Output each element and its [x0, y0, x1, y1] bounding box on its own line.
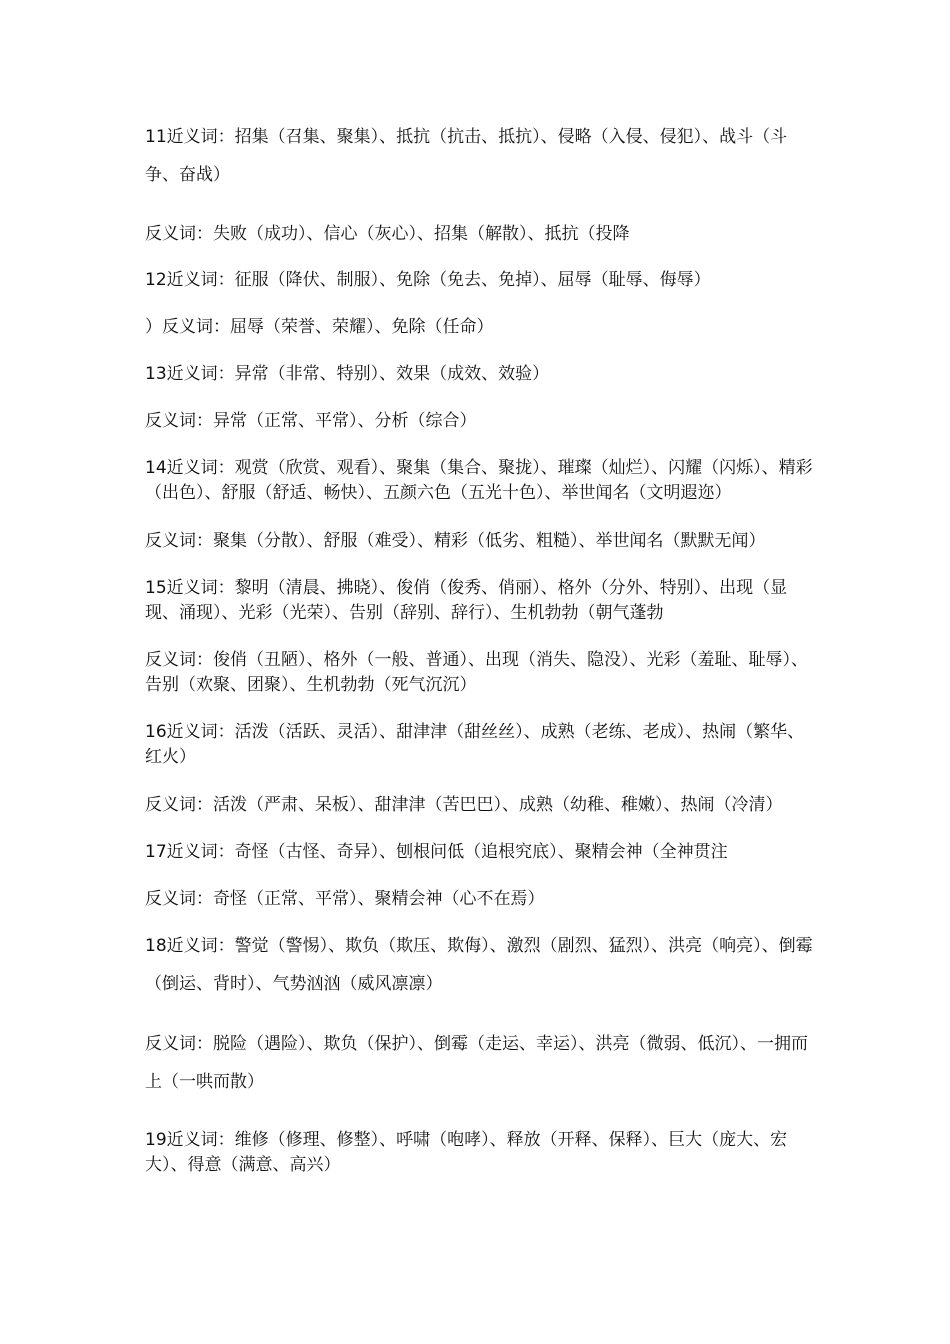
paragraph-text: 反义词：俊俏（丑陋）、格外（一般、普通）、出现（消失、隐没）、光彩（羞耻、耻辱）、告别（欢聚、团聚）、生机勃勃（死气沉沉） [145, 650, 808, 695]
paragraph-number: 15 [145, 578, 167, 598]
paragraph-12-synonyms [145, 268, 817, 293]
paragraph-number: 16 [145, 722, 167, 742]
paragraph-text: 反义词：聚集（分散）、舒服（难受）、精彩（低劣、粗糙）、举世闻名（默默无闻） [145, 531, 766, 551]
paragraph-text: 近义词：异常（非常、特别）、效果（成效、效验） [166, 364, 550, 384]
paragraph-text: 近义词：观赏（欣赏、观看）、聚集（集合、聚拢）、璀璨（灿烂）、闪耀（闪烁）、精彩（出色）、舒服（舒适、畅快）、五颜六色（五光十色）、举世闻名（文明遐迩） [145, 458, 813, 503]
paragraph-number: 12 [145, 270, 167, 290]
paragraph-16-antonyms [145, 793, 817, 818]
paragraph-13-antonyms [145, 409, 817, 434]
paragraph-13-synonyms [145, 362, 817, 387]
paragraph-number: 19 [145, 1130, 167, 1150]
paragraph-14-antonyms [145, 529, 817, 554]
paragraph-16-synonyms [145, 720, 817, 770]
paragraph-18-antonyms [145, 1025, 817, 1101]
paragraph-text: 反义词：异常（正常、平常）、分析（综合） [145, 411, 477, 431]
paragraph-number: 18 [145, 936, 167, 956]
paragraph-number: 11 [145, 127, 167, 147]
paragraph-12-antonyms [145, 315, 817, 340]
paragraph-text: 近义词：奇怪（古怪、奇异）、刨根问低（追根究底）、聚精会神（全神贯注 [166, 842, 728, 862]
paragraph-14-synonyms [145, 456, 817, 506]
paragraph-text: 反义词：奇怪（正常、平常）、聚精会神（心不在焉） [145, 889, 545, 909]
paragraph-17-synonyms [145, 840, 817, 865]
paragraph-15-antonyms [145, 648, 817, 698]
paragraph-19-synonyms [145, 1128, 817, 1178]
paragraph-text: 近义词：黎明（清晨、拂晓）、俊俏（俊秀、俏丽）、格外（分外、特别）、出现（显现、涌现）、光彩（光荣）、告别（辞别、辞行）、生机勃勃（朝气蓬勃 [145, 578, 788, 623]
paragraph-15-synonyms [145, 576, 817, 626]
paragraph-text: 近义词：征服（降伏、制服）、免除（免去、免掉）、屈辱（耻辱、侮辱） [166, 270, 711, 290]
paragraph-text: 反义词：失败（成功）、信心（灰心）、招集（解散）、抵抗（投降 [145, 224, 630, 244]
paragraph-text: 近义词：招集（召集、聚集）、抵抗（抗击、抵抗）、侵略（入侵、侵犯）、战斗（斗争、奋战） [145, 127, 788, 185]
paragraph-text: 反义词：脱险（遇险）、欺负（保护）、倒霉（走运、幸运）、洪亮（微弱、低沉）、一拥而上（一哄而散） [145, 1034, 808, 1092]
paragraph-number: 13 [145, 364, 167, 384]
paragraph-text: 近义词：警觉（警惕）、欺负（欺压、欺侮）、激烈（剧烈、猛烈）、洪亮（响亮）、倒霉（倒运、背时）、气势汹汹（威风凛凛） [145, 936, 813, 994]
paragraph-text: 近义词：活泼（活跃、灵活）、甜津津（甜丝丝）、成熟（老练、老成）、热闹（繁华、红火） [145, 722, 805, 767]
paragraph-11-synonyms [145, 118, 817, 194]
paragraph-17-antonyms [145, 887, 817, 912]
paragraph-text: 近义词：维修（修理、修整）、呼啸（咆哮）、释放（开释、保释）、巨大（庞大、宏大）、得意（满意、高兴） [145, 1130, 788, 1175]
paragraph-11-antonyms [145, 222, 817, 247]
paragraph-number: 14 [145, 458, 167, 478]
paragraph-number: 17 [145, 842, 167, 862]
paragraph-text: ）反义词：屈辱（荣誉、荣耀）、免除（任命） [145, 317, 494, 337]
paragraph-text: 反义词：活泼（严肃、呆板）、甜津津（苦巴巴）、成熟（幼稚、稚嫩）、热闹（冷清） [145, 795, 783, 815]
paragraph-18-synonyms [145, 927, 817, 1003]
